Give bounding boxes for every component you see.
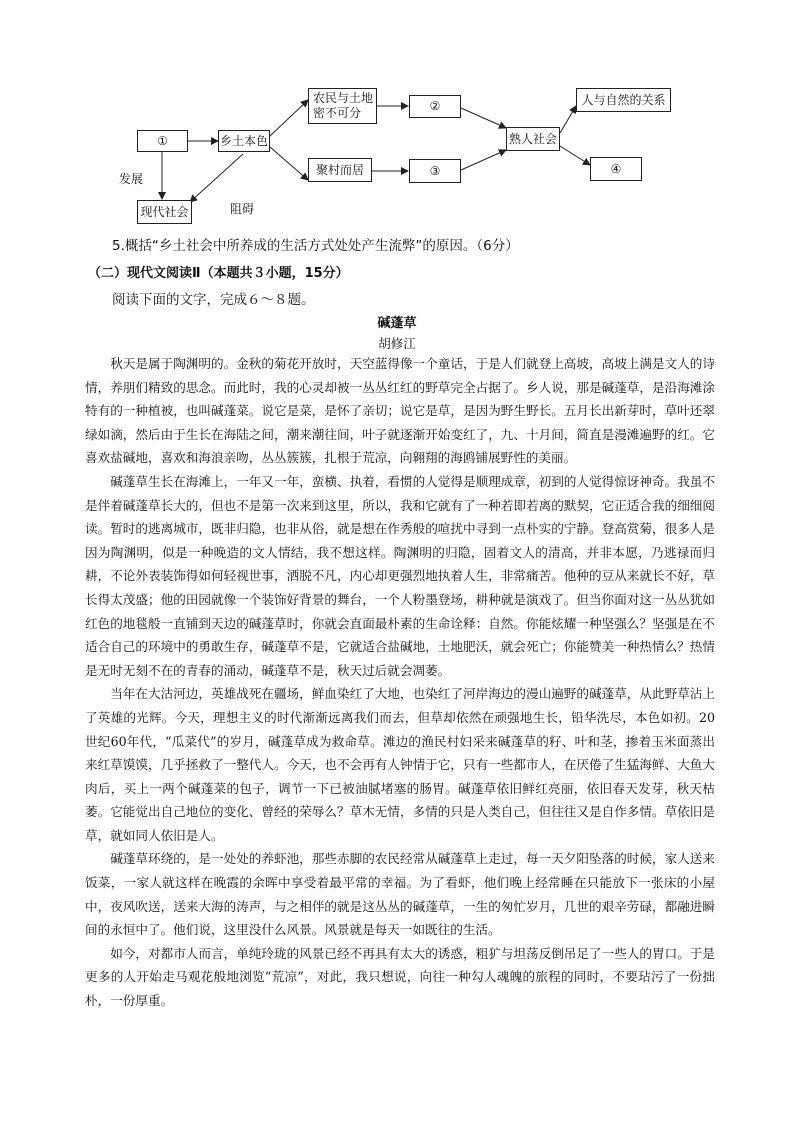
box-xiandai-shehui: 现代社会 xyxy=(137,200,192,224)
box-jucun-erju: 聚村而居 xyxy=(308,158,372,182)
article-author: 胡修江 xyxy=(378,336,416,351)
article-body xyxy=(85,352,715,1013)
section-title: （二）现代文阅读Ⅱ（本题共３小题，15分） xyxy=(88,266,349,281)
paragraph: 秋天是属于陶渊明的。金秋的菊花开放时，天空蓝得像一个童话，于是人们就登上高坡，高坡上满是文人的诗情，养朋们精致的思念。而此时，我的心灵却被一丛丛红红的野草完全占据了。乡人说，那是碱蓬草，是沿海滩涂特有的一种植被，也叫碱蓬菜。说它是菜，是怀了亲切；说它是草，是因为野生野长。五月长出新芽时，草叶还翠绿如滴，然后由于生长在海陆之间，潮来潮往间，叶子就逐渐开始变红了，九、十月间，简直是漫滩遍野的红。它喜欢盐碱地，喜欢和海浪亲吻，丛丛簇簇，扎根于荒凉，向翱翔的海鸥铺展野性的美丽。 xyxy=(85,356,715,466)
label-zuai: 阻碍 xyxy=(230,202,255,216)
box-shuren-shehui: 熟人社会 xyxy=(506,127,560,151)
question-5: 5.概括“乡土社会中所养成的生活方式处处产生流弊”的原因。（6分） xyxy=(112,238,519,254)
diagram-arrows xyxy=(0,0,794,235)
box-3: ③ xyxy=(409,159,461,183)
paragraph: 碱蓬草生长在海滩上，一年又一年，蛮横、执着，看惯的人觉得是顺理成章，初到的人觉得惊讶神奇。我虽不是伴着碱蓬草长大的，但也不是第一次来到这里，所以，我和它就有了一种若即若离的默契，它正适合我的细细阅读。暂时的逃离城市，既非归隐，也非从俗，就是想在作秀般的喧扰中寻到一点朴实的宁静。登高赏菊，很多人是因为陶渊明，似是一种晚造的文人情结，我不想这样。陶渊明的归隐，固着文人的清高，并非本愿，乃逃禄而归耕，不论外表装饰得如何轻视世事，洒脱不凡，内心却更强烈地执着人生，非常痛苦。他种的豆从来就长不好，草长得太茂盛；他的田园就像一个装饰好背景的舞台，一个人粉墨登场，耕种就是演戏了。但当你面对这一丛丛犹如红色的地毯般一直铺到天边的碱蓬草时，你就会直面最朴素的生命诠释：自然。你能炫耀一种坚强么？坚强是在不适合自己的环境中的勇敢生存，碱蓬草不是，它就适合盐碱地，土地肥沃，就会死亡；你能赞美一种热情么？热情是无时无刻不在的青春的涌动，碱蓬草不是，秋天过后就会凋萎。 xyxy=(85,473,715,678)
box-xiangtu-bense: 乡土本色 xyxy=(218,130,270,152)
paragraph: 当年在大沽河边，英雄战死在疆场，鲜血染红了大地，也染红了河岸海边的漫山遍野的碱蓬草，从此野草沾上了英雄的光辉。今天，理想主义的时代渐渐远离我们而去，但草却依然在顽强地生长，铅华洗尽，本色如初。20世纪60年代，“瓜菜代”的岁月，碱蓬草成为救命草。滩边的渔民村妇采来碱蓬草的籽、叶和茎，掺着玉米面蒸出来红草馍馍，几乎拯救了一整代人。今天，也不会再有人钟情于它，只有一些都市人，在厌倦了生猛海鲜、大鱼大肉后，买上一两个碱蓬菜的包子，调节一下已被油腻堵塞的肠胃。碱蓬草依旧鲜红亮丽，依旧春天发芽，秋天枯萎。它能觉出自己地位的变化、曾经的荣辱么？草木无情，多情的只是人类自己，但往往又是自作多情。草依旧是草，就如同人依旧是人。 xyxy=(85,686,715,843)
paragraph: 碱蓬草环绕的，是一处处的养虾池，那些赤脚的农民经常从碱蓬草上走过，每一天夕阳坠落的时候，家人送来饭菜，一家人就这样在晚霞的余晖中享受着最平常的幸福。为了看虾，他们晚上经常睡在只能放下一张床的小屋中，夜风吹送，送来大海的涛声，与之相伴的就是这丛丛的碱蓬草，一生的匆忙岁月，几世的艰辛劳碌，都融进瞬间的永恒中了。他们说，这里没什么风景。风景就是每天一如既往的生活。 xyxy=(85,851,715,938)
box-nongmin-tudi: 农民与土地密不可分 xyxy=(308,88,377,124)
box-2: ② xyxy=(409,95,461,118)
article-title: 碱蓬草 xyxy=(377,316,417,331)
paragraph: 如今，对都市人而言，单纯玲珑的风景已经不再具有太大的诱惑，粗犷与坦荡反倒吊足了一些人的胃口。于是更多的人开始走马观花般地浏览“荒凉”，对此，我只想说，向往一种勾人魂魄的旅程的同时，不要玷污了一份拙朴，一份厚重。 xyxy=(85,945,715,1009)
instruction: 阅读下面的文字，完成６～８题。 xyxy=(112,292,315,308)
box-ren-yu-ziran: 人与自然的关系 xyxy=(576,88,671,112)
box-1: ① xyxy=(137,130,188,152)
structure-diagram xyxy=(0,0,794,235)
label-fazhan: 发展 xyxy=(119,172,144,186)
box-4: ④ xyxy=(590,157,642,181)
